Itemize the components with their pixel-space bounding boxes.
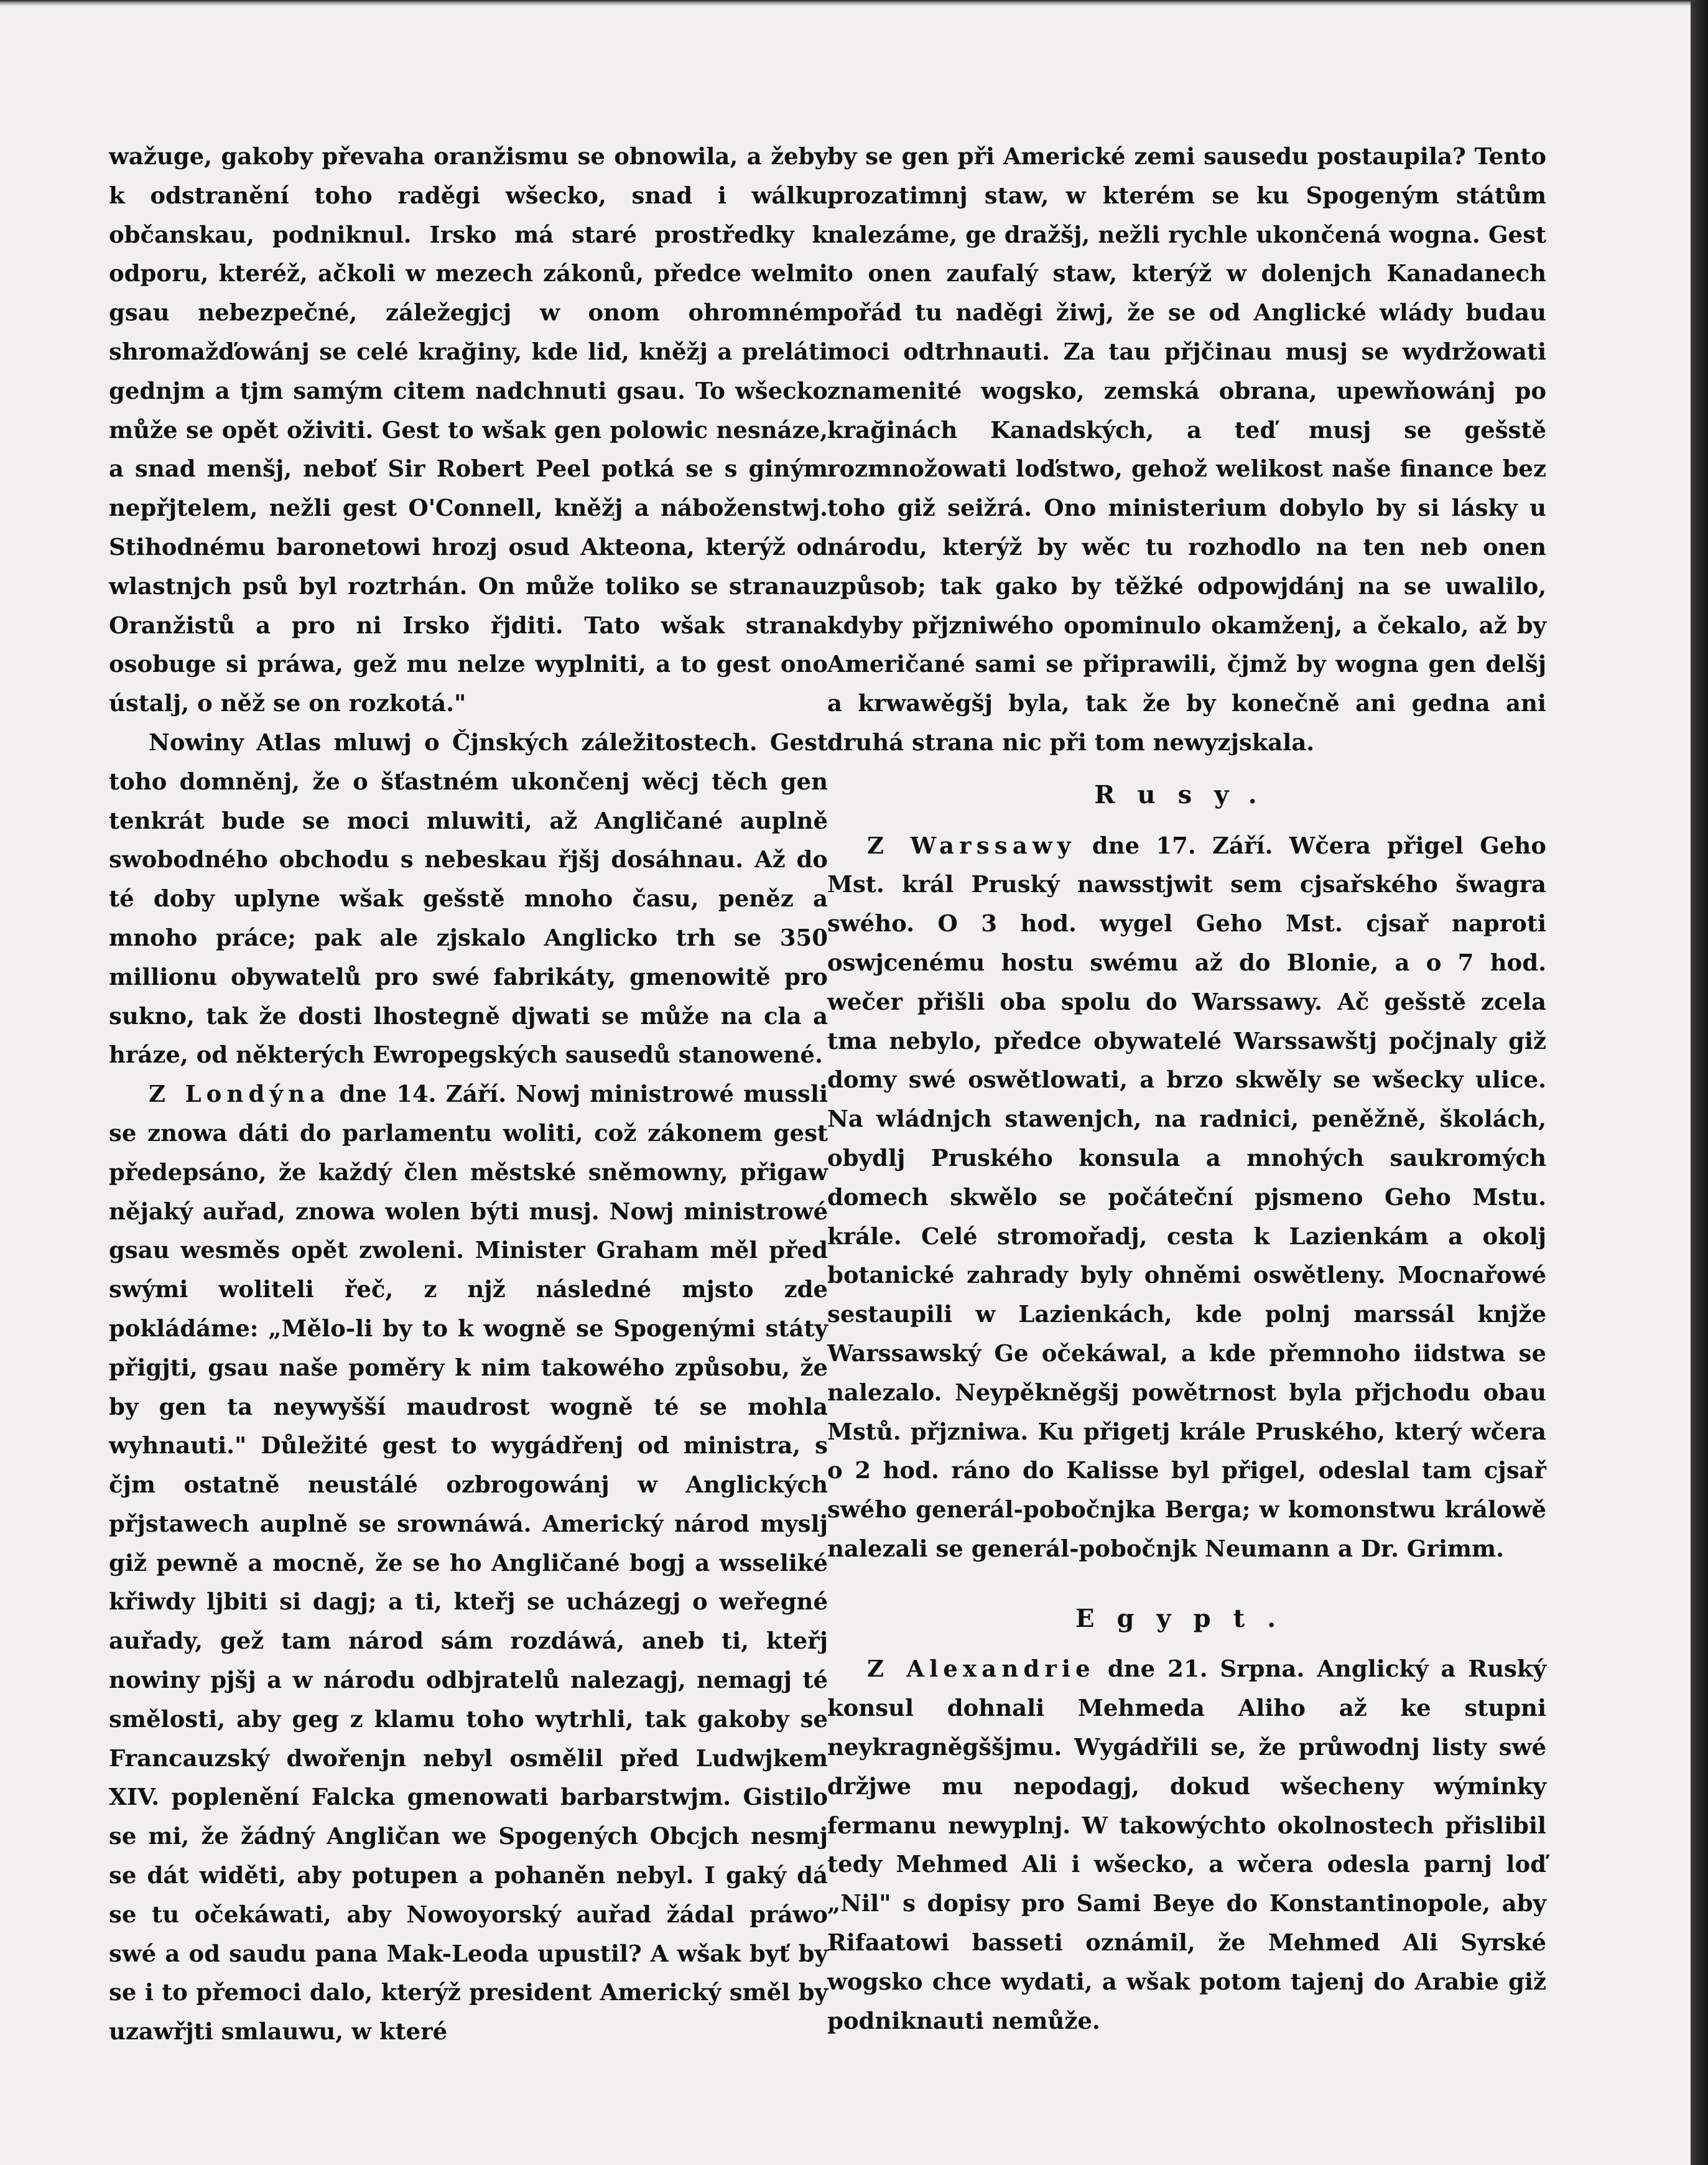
paragraph-alexandria-text: dne 21. Srpna. Anglický a Ruský konsul dohnali Mehmeda Aliho až ke stupni neykragněgššjmu. Wygádřili se, že průwodnj listy swé držjwe mu nepodagj, dokud wšecheny wýminky fermanu newyplnj. W takowýchto okolnostech přislibil tedy Mehmed Ali i wšecko, a wčera odesla parnj loď „Nil" s dopisy pro Sami Beye do Konstantinopole, aby Rifaatowi basseti oznámil, že Mehmed Ali Syrské wogsko chce wydati, a wšak potom tajenj do Arabie giž podniknauti nemůže. xyxy=(827,1655,1546,2034)
left-column xyxy=(109,137,828,2051)
right-column xyxy=(827,137,1546,2040)
paragraph-warsaw-text: dne 17. Září. Wčera přigel Geho Mst. král Pruský nawsstjwit sem cjsařského šwagra swého. O 3 hod. wygel Geho Mst. cjsař naproti oswjcenému hostu swému až do Blonie, a o 7 hod. wečer přišli oba spolu do Warssawy. Ač gešstě zcela tma nebylo, předce obywatelé Warssawštj počjnaly giž domy swé oswětlowati, a brzo skwěly se wšecky ulice. Na wládnjch stawenjch, na radnici, peněžně, školách, obydlj Pruského konsula a mnohých saukromých domech skwělo se počáteční pjsmeno Geho Mstu. krále. Celé stromořadj, cesta k Lazienkám a okolj botanické zahrady byly ohněmi oswětleny. Mocnařowé sestaupili w Lazienkách, kde polnj marssál knjže Warssawský Ge očekáwal, a kde přemnoho iidstwa se nalezalo. Neypěkněgšj powětrnost byla přjchodu obau Mstů. přjzniwa. Ku přigetj krále Pruského, který wčera o 2 hod. ráno do Kalisse byl přigel, odeslal tam cjsař swého generál-pobočnjka Berga; w komonstwu králowě nalezali se generál-pobočnjk Neumann a Dr. Grimm. xyxy=(827,831,1546,1562)
paragraph-ireland: wažuge, gakoby převaha oranžismu se obnowila, a žeby k odstranění toho raděgi wšecko, snad i wálku občanskau, podniknul. Irsko má staré prostředky k odporu, kteréž, ačkoli w mezech zákonů, předce welmi gsau nebezpečné, záležegjcj w onom ohromném shromažďowánj se celé krağiny, kde lid, kněžj a preláti gednjm a tjm samým citem nadchnuti gsau. To wšecko může se opět oživiti. Gest to wšak gen polowic nesnáze, a snad menšj, neboť Sir Robert Peel potká se s giným nepřjtelem, nežli gest O'Connell, kněžj a náboženstwj. Stihodnému baronetowi hrozj osud Akteona, kterýž od wlastnjch psů byl roztrhán. On může toliko se stranau Oranžistů a pro ni Irsko řjditi. Tato wšak strana osobuge si práwa, gež mu nelze wyplniti, a to gest ono ústalj, o něž se on rozkotá." xyxy=(109,142,828,717)
page-edge-shadow xyxy=(1691,0,1708,2165)
paragraph-alexandria xyxy=(827,1649,1546,2040)
dateline-warsaw: Z Warssawy xyxy=(867,831,1076,859)
paragraph-warsaw xyxy=(827,826,1546,1568)
paragraph-atlas-china: Nowiny Atlas mluwj o Čjnských záležitostech. Gest toho domněnj, že o šťastném ukončenj wěcj těch gen tenkrát bude se moci mluwiti, až Angličané auplně swobodného obchodu s nebeskau řjšj dosáhnau. Až do té doby uplyne wšak gešstě mnoho času, peněz a mnoho práce; pak ale zjskalo Anglicko trh se 350 millionu obywatelů pro swé fabrikáty, gmenowitě pro sukno, tak že dosti lhostegně djwati se může na cla a hráze, od některých Ewropegských sausedů stanowené. xyxy=(109,728,828,1069)
paragraph-america-continued: by se gen při Americké zemi sausedu postaupila? Tento prozatimnj staw, w kterém se ku Spogeným státům nalezáme, ge dražšj, nežli rychle ukončená wogna. Gest to onen zaufalý staw, kterýž w dolenjch Kanadanech pořád tu naděgi žiwj, že se od Anglické wlády budau moci odtrhnauti. Za tau přjčinau musj se wydržowati znamenité wogsko, zemská obrana, upewňowánj po krağinách Kanadských, a teď musj se gešstě rozmnožowati loďstwo, gehož welikost naše finance bez toho giž seižrá. Ono ministerium dobylo by si lásky u národu, kterýž by wěc tu rozhodlo na ten neb onen způsob; tak gako by těžké odpowjdánj na se uwalilo, kdyby přjzniwého opominulo okamženj, a čekalo, až by Američané sami se připrawili, čjmž by wogna gen delšj a krwawěgšj byla, tak že by konečně ani gedna ani druhá strana nic při tom newyzjskala. xyxy=(827,142,1546,756)
dateline-alexandria: Z Alexandrie xyxy=(867,1655,1095,1683)
dateline-london: Z Londýna xyxy=(149,1080,330,1108)
paragraph-london-text: dne 14. Září. Nowj ministrowé mussli se znowa dáti do parlamentu woliti, což zákonem gest předepsáno, že každý člen městské sněmowny, přigaw nějaký auřad, znowa wolen býti musj. Nowj ministrowé gsau wesměs opět zwoleni. Minister Graham měl před swými woliteli řeč, z njž následné mjsto zde pokládáme: „Mělo-li by to k wogně se Spogenými státy přigjti, gsau naše poměry k nim takowého způsobu, že by gen ta neywyšší maudrost wogně té se mohla wyhnauti." Důležité gest to wygádřenj od ministra, s čjm ostatně neustálé ozbrogowánj w Anglických přjstawech auplně se srownáwá. Americký národ myslj giž pewně a mocně, že se ho Angličané bogj a wsseliké křiwdy ljbiti si dagj; a ti, kteřj se ucházegj o weřegné auřady, gež tam národ sám rozdáwá, aneb ti, kteřj nowiny pjšj a w národu odbjratelů nalezagj, nemagj té smělosti, aby geg z klamu toho wytrhli, tak gakoby se Francauzský dwořenjn nebyl osmělil před Ludwjkem XIV. poplenění Falcka gmenowati barbarstwjm. Gistilo se mi, že žádný Angličan we Spogených Obcjch nesmj se dát widěti, aby potupen a pohaněn nebyl. I gaký dá se tu očekáwati, aby Nowoyorský auřad žádal práwo swé a od saudu pana Mak-Leoda upustil? A wšak byť by se i to přemoci dalo, kterýž president Americký směl by uzawřjti smlauwu, w které xyxy=(109,1080,828,2046)
section-heading-egypt: Egypt. xyxy=(1075,1603,1299,1633)
section-heading-rusy: Rusy. xyxy=(1094,780,1279,809)
paragraph-london xyxy=(109,1074,828,2051)
